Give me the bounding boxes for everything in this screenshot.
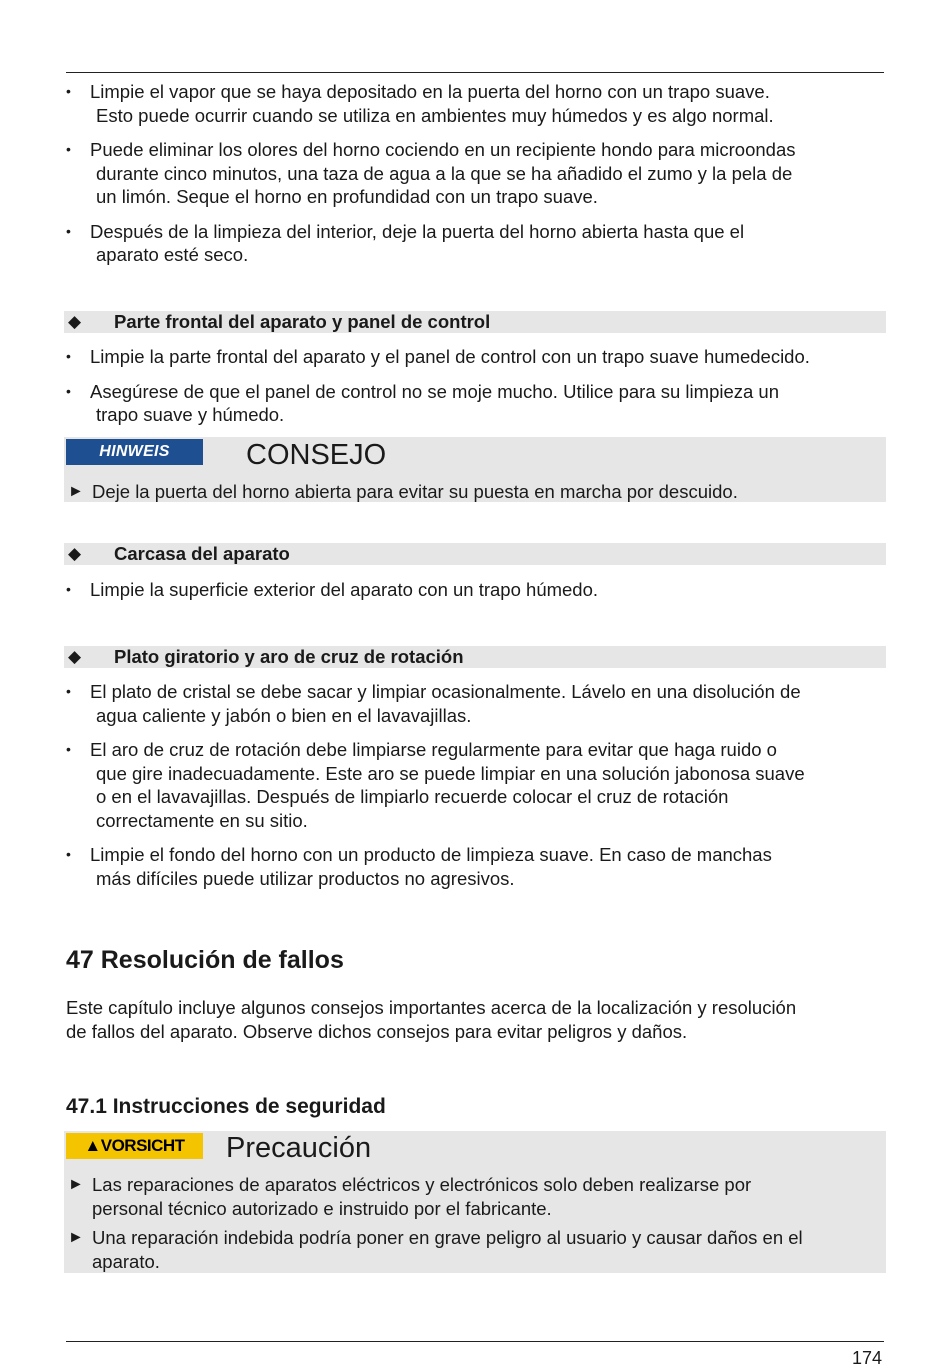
top-rule — [66, 72, 884, 73]
housing-bullet-list — [66, 578, 884, 602]
list-item — [66, 680, 884, 727]
intro-line: Este capítulo incluye algunos consejos importantes acerca de la localización y resolución — [66, 997, 797, 1018]
bullet-icon: • — [66, 83, 71, 99]
list-item-text: Después de la limpieza del interior, deje la puerta del horno abierta hasta que el — [90, 220, 745, 242]
section-title: Carcasa del aparato — [114, 543, 290, 564]
bullet-icon: • — [66, 846, 71, 862]
list-item-text: Asegúrese de que el panel de control no se moje mucho. Utilice para su limpieza un — [90, 380, 780, 402]
bottom-rule — [66, 1341, 884, 1342]
diamond-icon: ◆ — [68, 312, 82, 331]
bullet-icon: • — [66, 683, 71, 699]
turntable-bullet-list — [66, 680, 884, 890]
section-title: Plato giratorio y aro de cruz de rotación — [114, 646, 464, 667]
vorsicht-badge: ▲VORSICHT — [66, 1133, 203, 1159]
list-item-text: Puede eliminar los olores del horno cociendo en un recipiente hondo para microondas — [90, 139, 796, 160]
warning-box — [64, 1131, 886, 1273]
hinweis-badge: HINWEIS — [66, 439, 203, 465]
list-item-text: más difíciles puede utilizar productos no agresivos. — [96, 867, 515, 889]
section-header-front — [64, 311, 886, 333]
list-item-text: trapo suave y húmedo. — [96, 404, 285, 425]
list-item — [66, 138, 884, 209]
list-item — [66, 345, 884, 369]
warning-item — [66, 1173, 881, 1220]
warning-title: Precaución — [226, 1132, 372, 1164]
diamond-icon: ◆ — [68, 647, 82, 666]
list-item-text: aparato esté seco. — [96, 244, 249, 265]
list-item-text: El plato de cristal se debe sacar y limpiar ocasionalmente. Lávelo en una disolución de — [90, 681, 801, 702]
list-item-text: o en el lavavajillas. Después de limpiarlo recuerde colocar el cruz de rotación — [96, 786, 729, 807]
section-header-housing — [64, 543, 886, 565]
list-item — [66, 80, 884, 127]
tip-text: Deje la puerta del horno abierta para evitar su puesta en marcha por descuido. — [92, 481, 738, 502]
list-item-text: un limón. Seque el horno en profundidad con un trapo suave. — [96, 186, 598, 207]
bullet-icon: • — [66, 348, 71, 364]
arrow-icon: ► — [68, 483, 84, 500]
section-header-turntable — [64, 646, 886, 668]
front-bullet-list — [66, 345, 884, 427]
list-item-text: El aro de cruz de rotación debe limpiarse regularmente para evitar que haga ruido o — [90, 739, 777, 760]
subchapter-heading: 47.1 Instrucciones de seguridad — [66, 1095, 386, 1118]
list-item-text: Limpie el fondo del horno con un producto de limpieza suave. En caso de manchas — [90, 844, 772, 865]
section-title: Parte frontal del aparato y panel de control — [114, 311, 491, 332]
bullet-icon: • — [66, 141, 71, 157]
list-item-text: durante cinco minutos, una taza de agua a la que se ha añadido el zumo y la pela de — [96, 162, 793, 184]
list-item-text: que gire inadecuadamente. Este aro se puede limpiar en una solución jabonosa suave — [96, 762, 805, 784]
list-item — [66, 220, 884, 267]
bullet-icon: • — [66, 382, 71, 399]
warning-text: Las reparaciones de aparatos eléctricos y electrónicos solo deben realizarse por — [92, 1174, 752, 1195]
page-number: 174 — [851, 1348, 882, 1368]
list-item-text: Limpie el vapor que se haya depositado en la puerta del horno con un trapo suave. — [90, 81, 770, 102]
warning-text: personal técnico autorizado e instruido por el fabricante. — [92, 1197, 552, 1219]
warning-list — [66, 1173, 881, 1273]
list-item — [66, 843, 884, 890]
tip-box — [64, 437, 886, 502]
list-item-text: Limpie la parte frontal del aparato y el panel de control con un trapo suave humedecido. — [90, 346, 810, 367]
bullet-icon: • — [66, 222, 71, 239]
diamond-icon: ◆ — [68, 544, 82, 563]
list-item-text: Limpie la superficie exterior del aparato con un trapo húmedo. — [90, 579, 599, 600]
list-item — [66, 578, 884, 602]
list-item-text: agua caliente y jabón o bien en el lavavajillas. — [96, 704, 472, 726]
list-item — [66, 738, 884, 832]
bullet-icon: • — [66, 741, 71, 757]
list-item-text: correctamente en su sitio. — [96, 809, 308, 831]
warning-item — [66, 1226, 881, 1273]
arrow-icon: ► — [68, 1176, 84, 1193]
tip-item — [66, 480, 892, 504]
arrow-icon: ► — [68, 1229, 84, 1246]
bullet-icon: • — [66, 581, 71, 597]
list-item-text: Esto puede ocurrir cuando se utiliza en ambientes muy húmedos y es algo normal. — [96, 104, 774, 126]
list-item — [66, 380, 884, 427]
top-bullet-list — [66, 80, 884, 267]
warning-text: aparato. — [92, 1250, 160, 1272]
intro-line: de fallos del aparato. Observe dichos consejos para evitar peligros y daños. — [66, 1020, 688, 1042]
chapter-heading: 47 Resolución de fallos — [66, 946, 344, 974]
warning-text: Una reparación indebida podría poner en grave peligro al usuario y causar daños en el — [92, 1227, 803, 1248]
tip-title: CONSEJO — [246, 439, 387, 471]
chapter-intro — [66, 996, 884, 1043]
